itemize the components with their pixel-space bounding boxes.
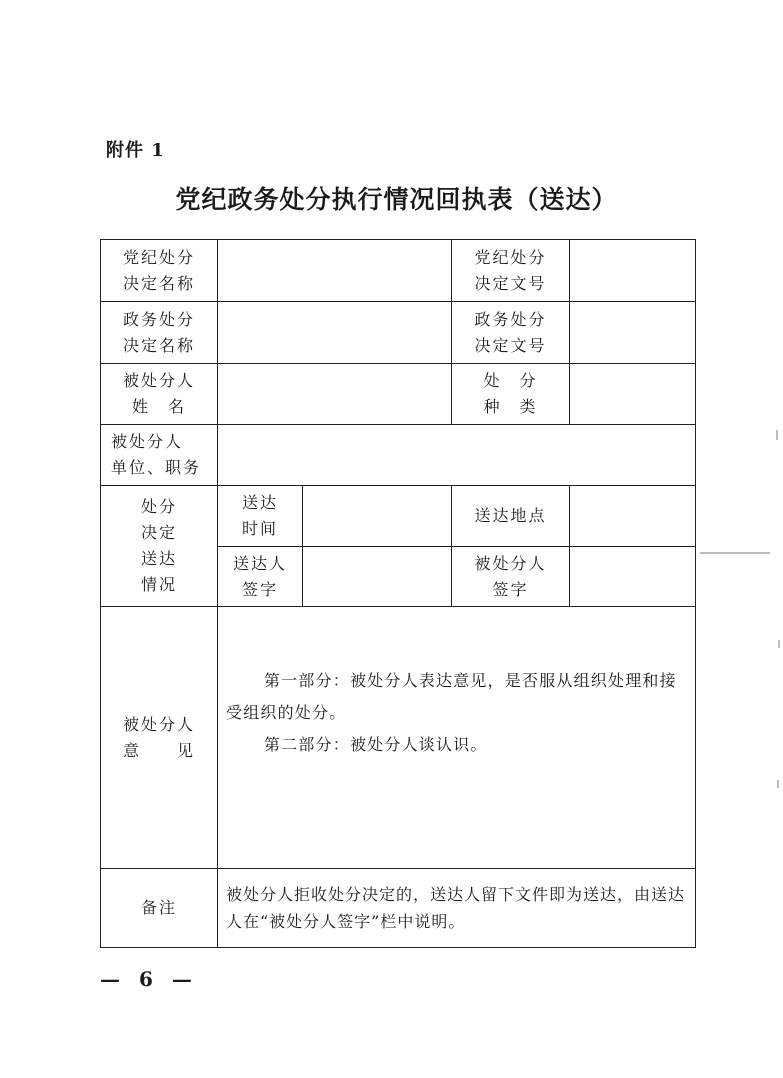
delivery-time-field[interactable] [303,486,452,547]
gov-decision-name-label: 政务处分 决定名称 [101,302,218,364]
person-unit-label: 被处分人 单位、职务 [101,425,218,486]
table-row [101,364,696,425]
opinion-part-two: 第二部分：被处分人谈认识。 [264,735,488,754]
recipient-sign-field[interactable] [570,547,696,607]
delivery-status-label: 处分 决定 送达 情况 [101,486,218,607]
delivery-place-field[interactable] [570,486,696,547]
scan-edge-mark [700,552,770,554]
gov-decision-no-label: 政务处分 决定文号 [452,302,570,364]
attachment-label: 附件 1 [106,140,165,161]
remark-label: 备注 [101,869,218,948]
table-row [101,302,696,364]
page-number: — 6 — [100,967,198,991]
party-decision-name-label: 党纪处分 决定名称 [101,240,218,302]
document-title: 党纪政务处分执行情况回执表（送达） [175,185,618,214]
table-row [101,869,696,948]
receipt-form-table [100,239,696,948]
scan-edge-mark [776,430,778,440]
gov-decision-name-field[interactable] [218,302,452,364]
opinion-field[interactable] [218,607,696,869]
table-row [101,425,696,486]
opinion-part-one: 第一部分：被处分人表达意见，是否服从组织处理和接受组织的处分。 [226,671,677,722]
remark-text: 被处分人拒收处分决定的，送达人留下文件即为送达，由送达人在“被处分人签字”栏中说明。 [218,869,696,948]
scan-edge-mark [777,780,779,788]
person-unit-field[interactable] [218,425,696,486]
deliverer-sign-field[interactable] [303,547,452,607]
party-decision-name-field[interactable] [218,240,452,302]
delivery-time-label: 送达 时间 [218,486,303,547]
person-name-field[interactable] [218,364,452,425]
scan-edge-mark [778,640,780,648]
table-row [101,486,696,547]
recipient-sign-label: 被处分人 签字 [452,547,570,607]
deliverer-sign-label: 送达人 签字 [218,547,303,607]
party-decision-no-label: 党纪处分 决定文号 [452,240,570,302]
opinion-label: 被处分人 意 见 [101,607,218,869]
person-name-label: 被处分人 姓 名 [101,364,218,425]
punishment-type-label: 处 分 种 类 [452,364,570,425]
punishment-type-field[interactable] [570,364,696,425]
party-decision-no-field[interactable] [570,240,696,302]
table-row [101,240,696,302]
delivery-place-label: 送达地点 [452,486,570,547]
gov-decision-no-field[interactable] [570,302,696,364]
table-row [101,607,696,869]
